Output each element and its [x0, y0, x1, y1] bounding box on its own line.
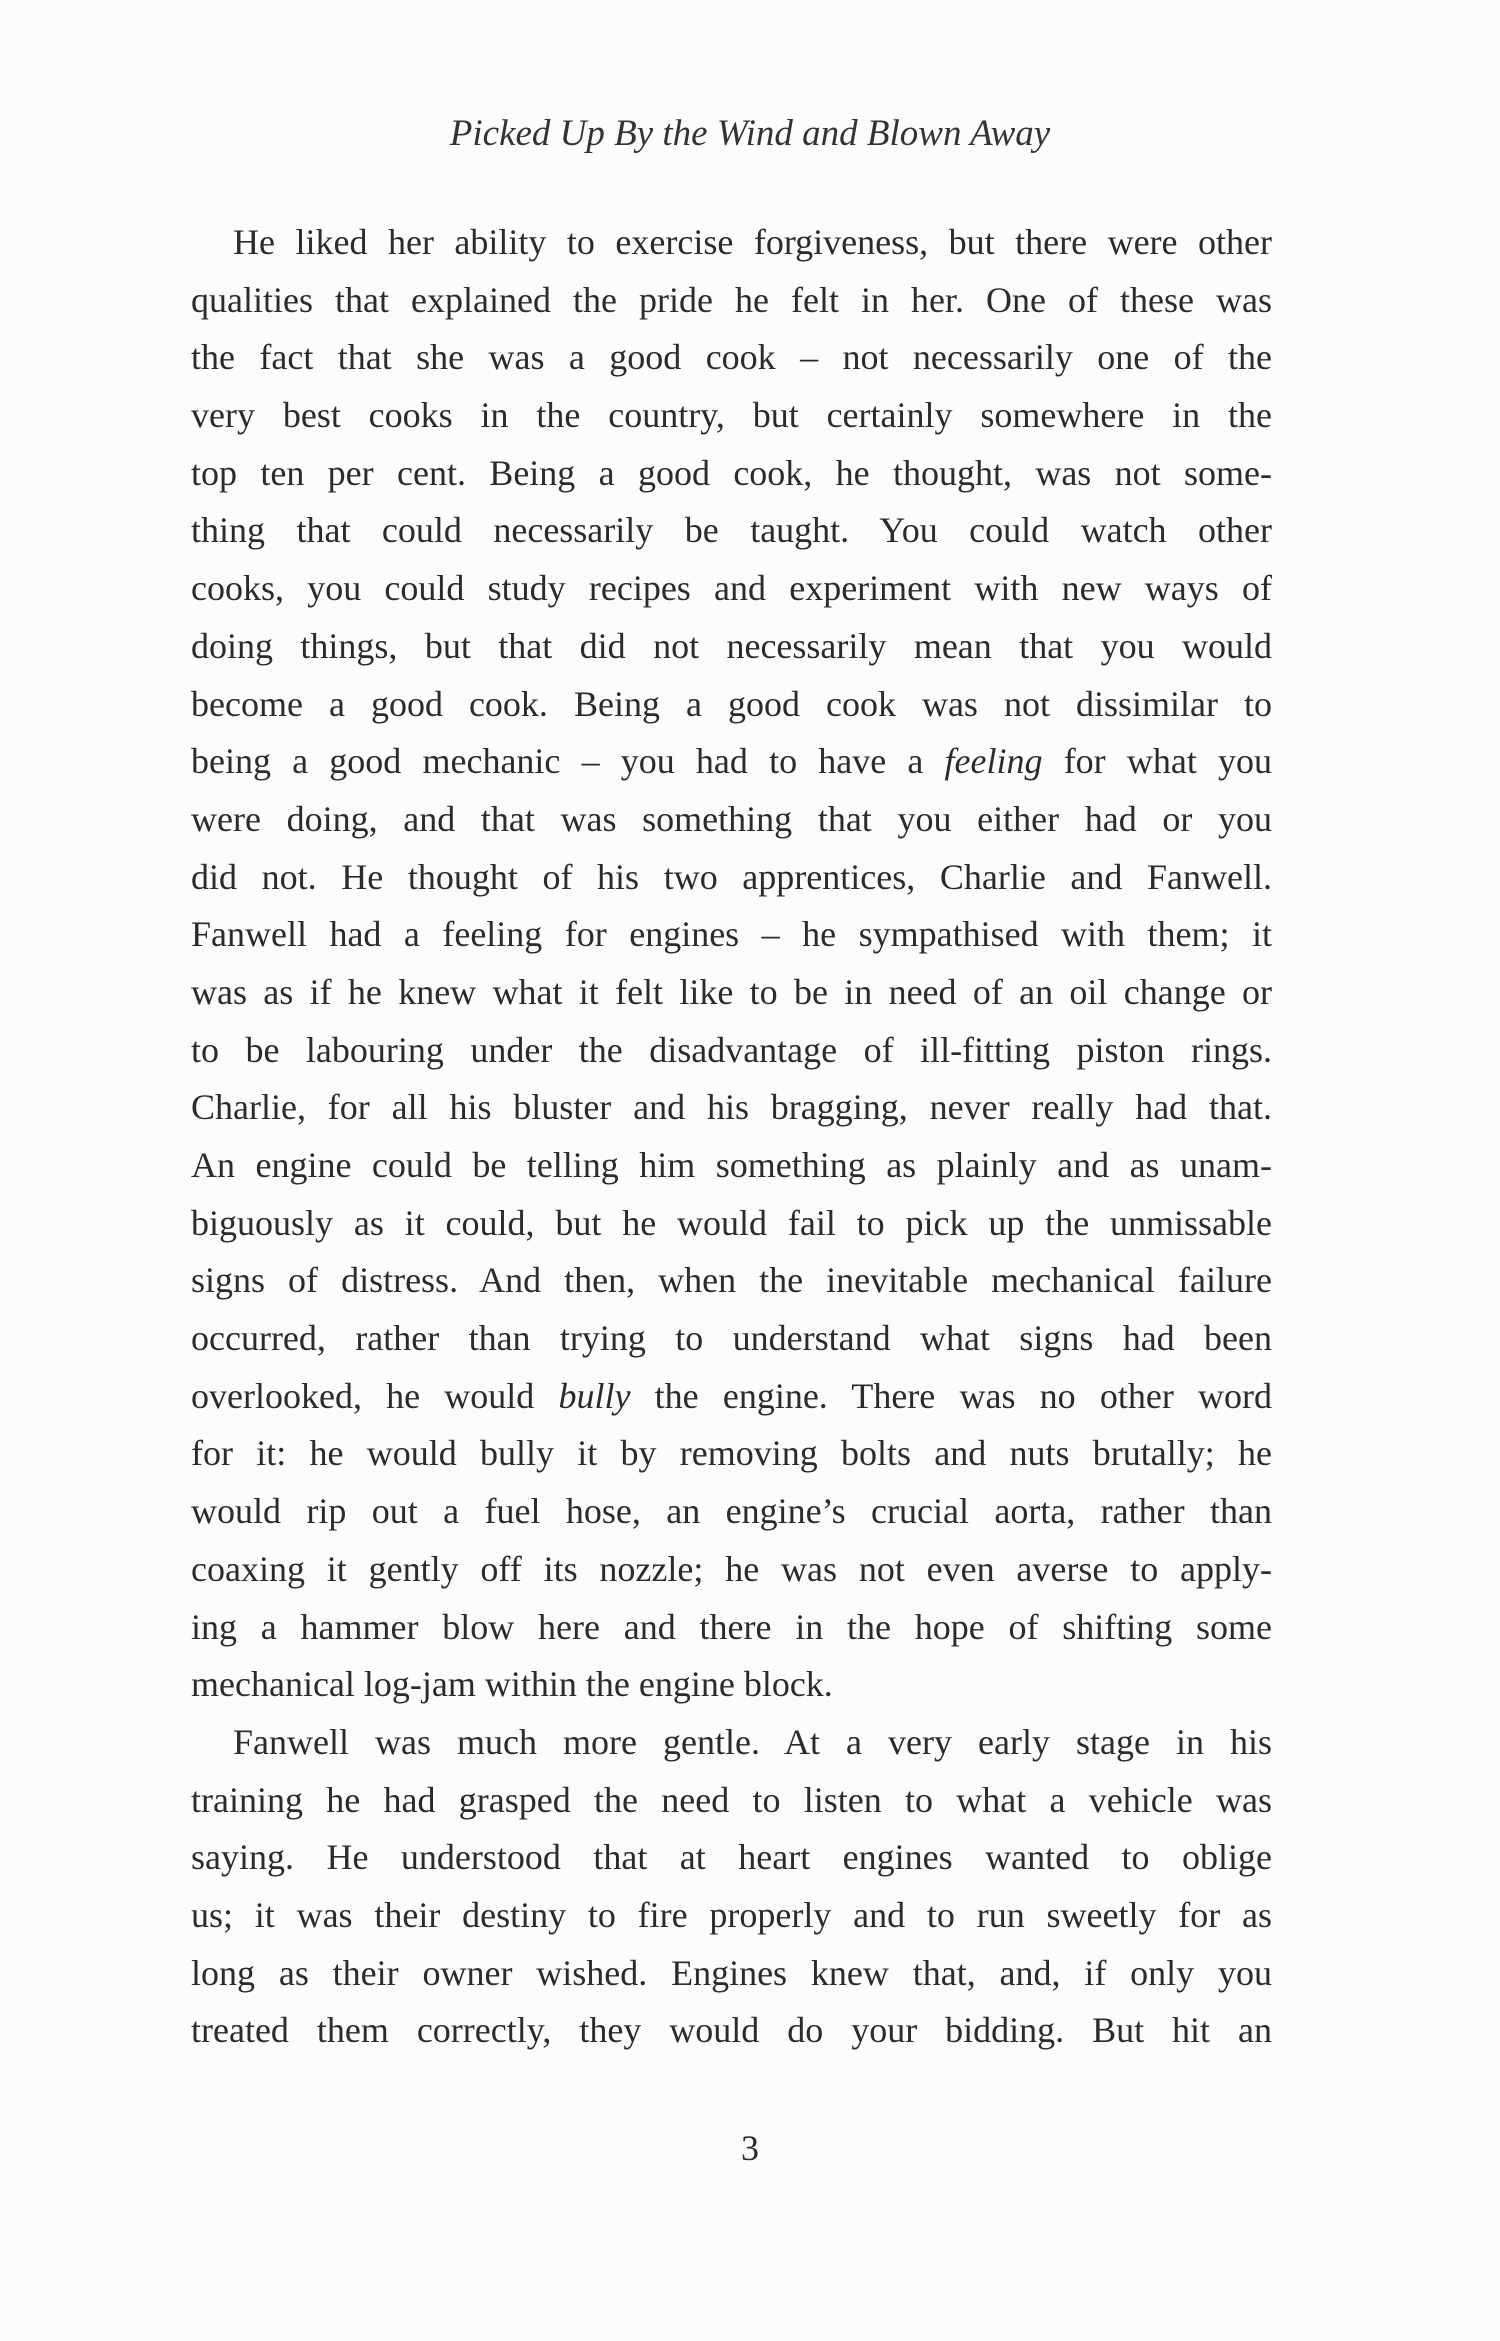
text-segment: for what you [1042, 741, 1272, 782]
text-line: training he had grasped the need to listen to what a vehicle was [191, 1779, 1272, 1820]
text-line: top ten per cent. Being a good cook, he thought, was not some- [191, 452, 1272, 493]
text-line: An engine could be telling him something as plainly and as unam- [191, 1145, 1272, 1185]
text-line: to be labouring under the disadvantage of ill-fitting piston rings. [191, 1029, 1272, 1070]
text-line: the fact that she was a good cook – not necessarily one of the [191, 337, 1272, 378]
text-line: saying. He understood that at heart engines wanted to oblige [191, 1837, 1272, 1878]
text-line: us; it was their destiny to fire properly and to run sweetly for as [191, 1894, 1272, 1935]
text-line: very best cooks in the country, but certainly somewhere in the [191, 395, 1272, 436]
text-line: long as their owner wished. Engines knew that, and, if only you [191, 1952, 1272, 1993]
text-segment: being a good mechanic – you had to have a [191, 741, 945, 782]
page-number: 3 [741, 2128, 759, 2168]
body-text [191, 214, 1272, 2060]
text-line: did not. He thought of his two apprentices, Charlie and Fanwell. [191, 856, 1272, 897]
text-line: would rip out a fuel hose, an engine’s crucial aorta, rather than [191, 1491, 1272, 1532]
text-line: Fanwell was much more gentle. At a very early stage in his [233, 1721, 1272, 1762]
text-segment: overlooked, he would [191, 1375, 559, 1416]
text-line: Fanwell had a feeling for engines – he sympathised with them; it [191, 914, 1272, 955]
text-line: qualities that explained the pride he felt in her. One of these was [191, 279, 1272, 320]
text-line: coaxing it gently off its nozzle; he was not even averse to apply- [191, 1548, 1272, 1589]
text-line: ing a hammer blow here and there in the hope of shifting some [191, 1606, 1272, 1647]
text-line: for it: he would bully it by removing bolts and nuts brutally; he [191, 1433, 1272, 1474]
text-line: treated them correctly, they would do your bidding. But hit an [191, 2010, 1272, 2051]
text-line: become a good cook. Being a good cook was not dissimilar to [191, 683, 1272, 724]
text-line: were doing, and that was something that you either had or you [191, 798, 1272, 839]
text-line: He liked her ability to exercise forgiveness, but there were other [233, 222, 1272, 262]
running-header: Picked Up By the Wind and Blown Away [449, 113, 1051, 154]
text-line: biguously as it could, but he would fail to pick up the unmissable [191, 1202, 1272, 1243]
text-segment: the engine. There was no other word [630, 1375, 1272, 1416]
text-line [191, 1368, 1272, 1426]
text-line: mechanical log-jam within the engine block. [191, 1664, 833, 1705]
text-line: thing that could necessarily be taught. You could watch other [191, 510, 1272, 551]
text-line [191, 733, 1272, 791]
text-line: was as if he knew what it felt like to be in need of an oil change or [191, 971, 1272, 1012]
italic-emphasis: bully [558, 1375, 631, 1416]
text-line: occurred, rather than trying to understand what signs had been [191, 1318, 1272, 1359]
text-line: doing things, but that did not necessarily mean that you would [191, 625, 1272, 666]
italic-emphasis: feeling [944, 741, 1043, 782]
text-line: Charlie, for all his bluster and his bragging, never really had that. [191, 1087, 1272, 1128]
text-line: signs of distress. And then, when the inevitable mechanical failure [191, 1260, 1272, 1301]
text-line: cooks, you could study recipes and experiment with new ways of [191, 568, 1272, 609]
